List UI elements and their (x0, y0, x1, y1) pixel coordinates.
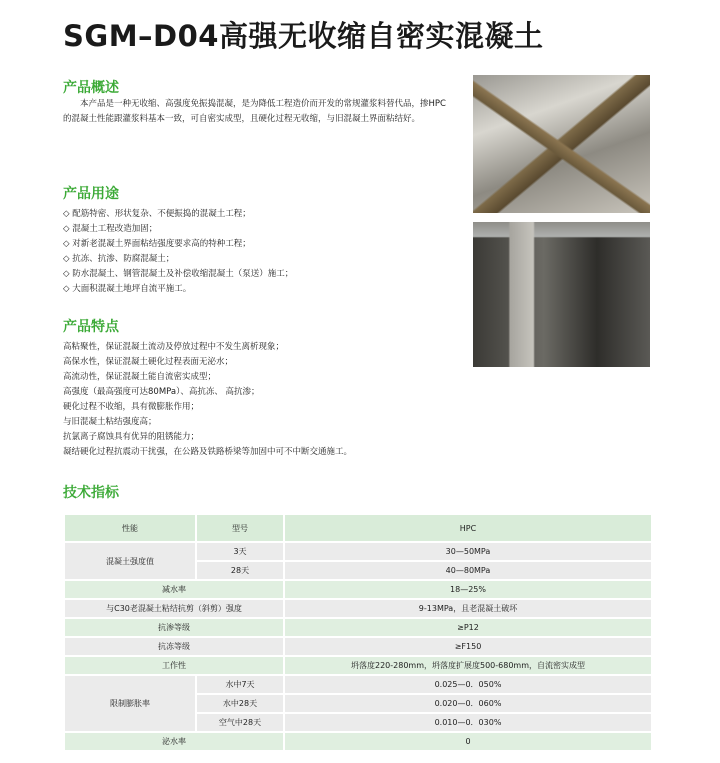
concrete-column-photo (473, 222, 650, 367)
overview-heading: 产品概述 (63, 80, 119, 96)
list-item: ◇ 抗冻、抗渗、防腐混凝土； (63, 254, 175, 264)
row-label: 与C30老混凝土粘结抗剪（斜剪）强度 (65, 600, 283, 617)
list-item: ◇ 大面积混凝土地坪自流平施工。 (63, 284, 192, 294)
sub-label: 28天 (197, 562, 283, 579)
page-title: SGM–D04高强无收缩自密实混凝土 (63, 19, 544, 53)
value-cell: 坍落度220-280mm，坍落度扩展度500-680mm，自流密实成型 (285, 657, 651, 674)
table-row (65, 657, 651, 674)
list-item: 凝结硬化过程抗震动干扰强，在公路及铁路桥梁等加固中可不中断交通施工。 (63, 447, 353, 457)
list-item: 高流动性，保证混凝土能自流密实成型； (63, 372, 217, 382)
table-row (65, 676, 651, 693)
list-item: 硬化过程不收缩，具有微膨胀作用； (63, 402, 200, 412)
sub-label: 空气中28天 (197, 714, 283, 731)
table-row (65, 733, 651, 750)
value-cell: 18—25% (285, 581, 651, 598)
value-cell: 30—50MPa (285, 543, 651, 560)
list-item: 高粘聚性，保证混凝土流动及停放过程中不发生离析现象； (63, 342, 285, 352)
list-item: 抗氯离子腐蚀具有优异的阻锈能力； (63, 432, 200, 442)
table-row (65, 581, 651, 598)
value-cell: ≥P12 (285, 619, 651, 636)
features-list (63, 340, 463, 460)
rebar-intersection-photo (473, 75, 650, 213)
features-heading: 产品特点 (63, 319, 119, 335)
row-label: 抗冻等级 (65, 638, 283, 655)
list-item: 高保水性，保证混凝土硬化过程表面无泌水； (63, 357, 234, 367)
row-label: 减水率 (65, 581, 283, 598)
specs-table (63, 513, 653, 752)
list-item: ◇ 防水混凝土、钢管混凝土及补偿收缩混凝土（泵送）施工； (63, 269, 294, 279)
list-item: ◇ 配筋特密、形状复杂、不便振捣的混凝土工程； (63, 209, 251, 219)
row-label: 工作性 (65, 657, 283, 674)
table-row (65, 638, 651, 655)
list-item: 高强度（最高强度可达80MPa）、高抗冻、 高抗渗； (63, 387, 260, 397)
specs-heading: 技术指标 (63, 485, 119, 501)
list-item: 与旧混凝土粘结强度高； (63, 417, 157, 427)
watermark (290, 60, 332, 199)
list-item: ◇ 混凝土工程改造加固； (63, 224, 158, 234)
row-label: 泌水率 (65, 733, 283, 750)
value-cell: 40—80MPa (285, 562, 651, 579)
sub-label: 水中7天 (197, 676, 283, 693)
table-row (65, 619, 651, 636)
row-label: 抗渗等级 (65, 619, 283, 636)
uses-heading: 产品用途 (63, 186, 119, 202)
header-cell: 性能 (65, 515, 195, 541)
value-cell: 0 (285, 733, 651, 750)
value-cell: 9-13MPa，且老混凝土破坏 (285, 600, 651, 617)
row-label: 混凝土强度值 (65, 543, 195, 579)
header-cell: HPC (285, 515, 651, 541)
value-cell: 0.025—0．050% (285, 676, 651, 693)
list-item: ◇ 对新老混凝土界面粘结强度要求高的特种工程； (63, 239, 251, 249)
value-cell: 0.010—0．030% (285, 714, 651, 731)
table-row (65, 543, 651, 560)
overview-text: 本产品是一种无收缩、高强度免振捣混凝，是为降低工程造价而开发的常规灌浆料替代品，掺HPC的混凝土性能跟灌浆料基本一致，可自密实成型，且硬化过程无收缩，与旧混凝土界面粘结好。 (63, 99, 446, 124)
row-label: 限制膨胀率 (65, 676, 195, 731)
value-cell: ≥F150 (285, 638, 651, 655)
header-cell: 型号 (197, 515, 283, 541)
uses-list (63, 207, 453, 297)
table-header-row (65, 515, 651, 541)
sub-label: 3天 (197, 543, 283, 560)
table-row (65, 600, 651, 617)
sub-label: 水中28天 (197, 695, 283, 712)
value-cell: 0.020—0．060% (285, 695, 651, 712)
